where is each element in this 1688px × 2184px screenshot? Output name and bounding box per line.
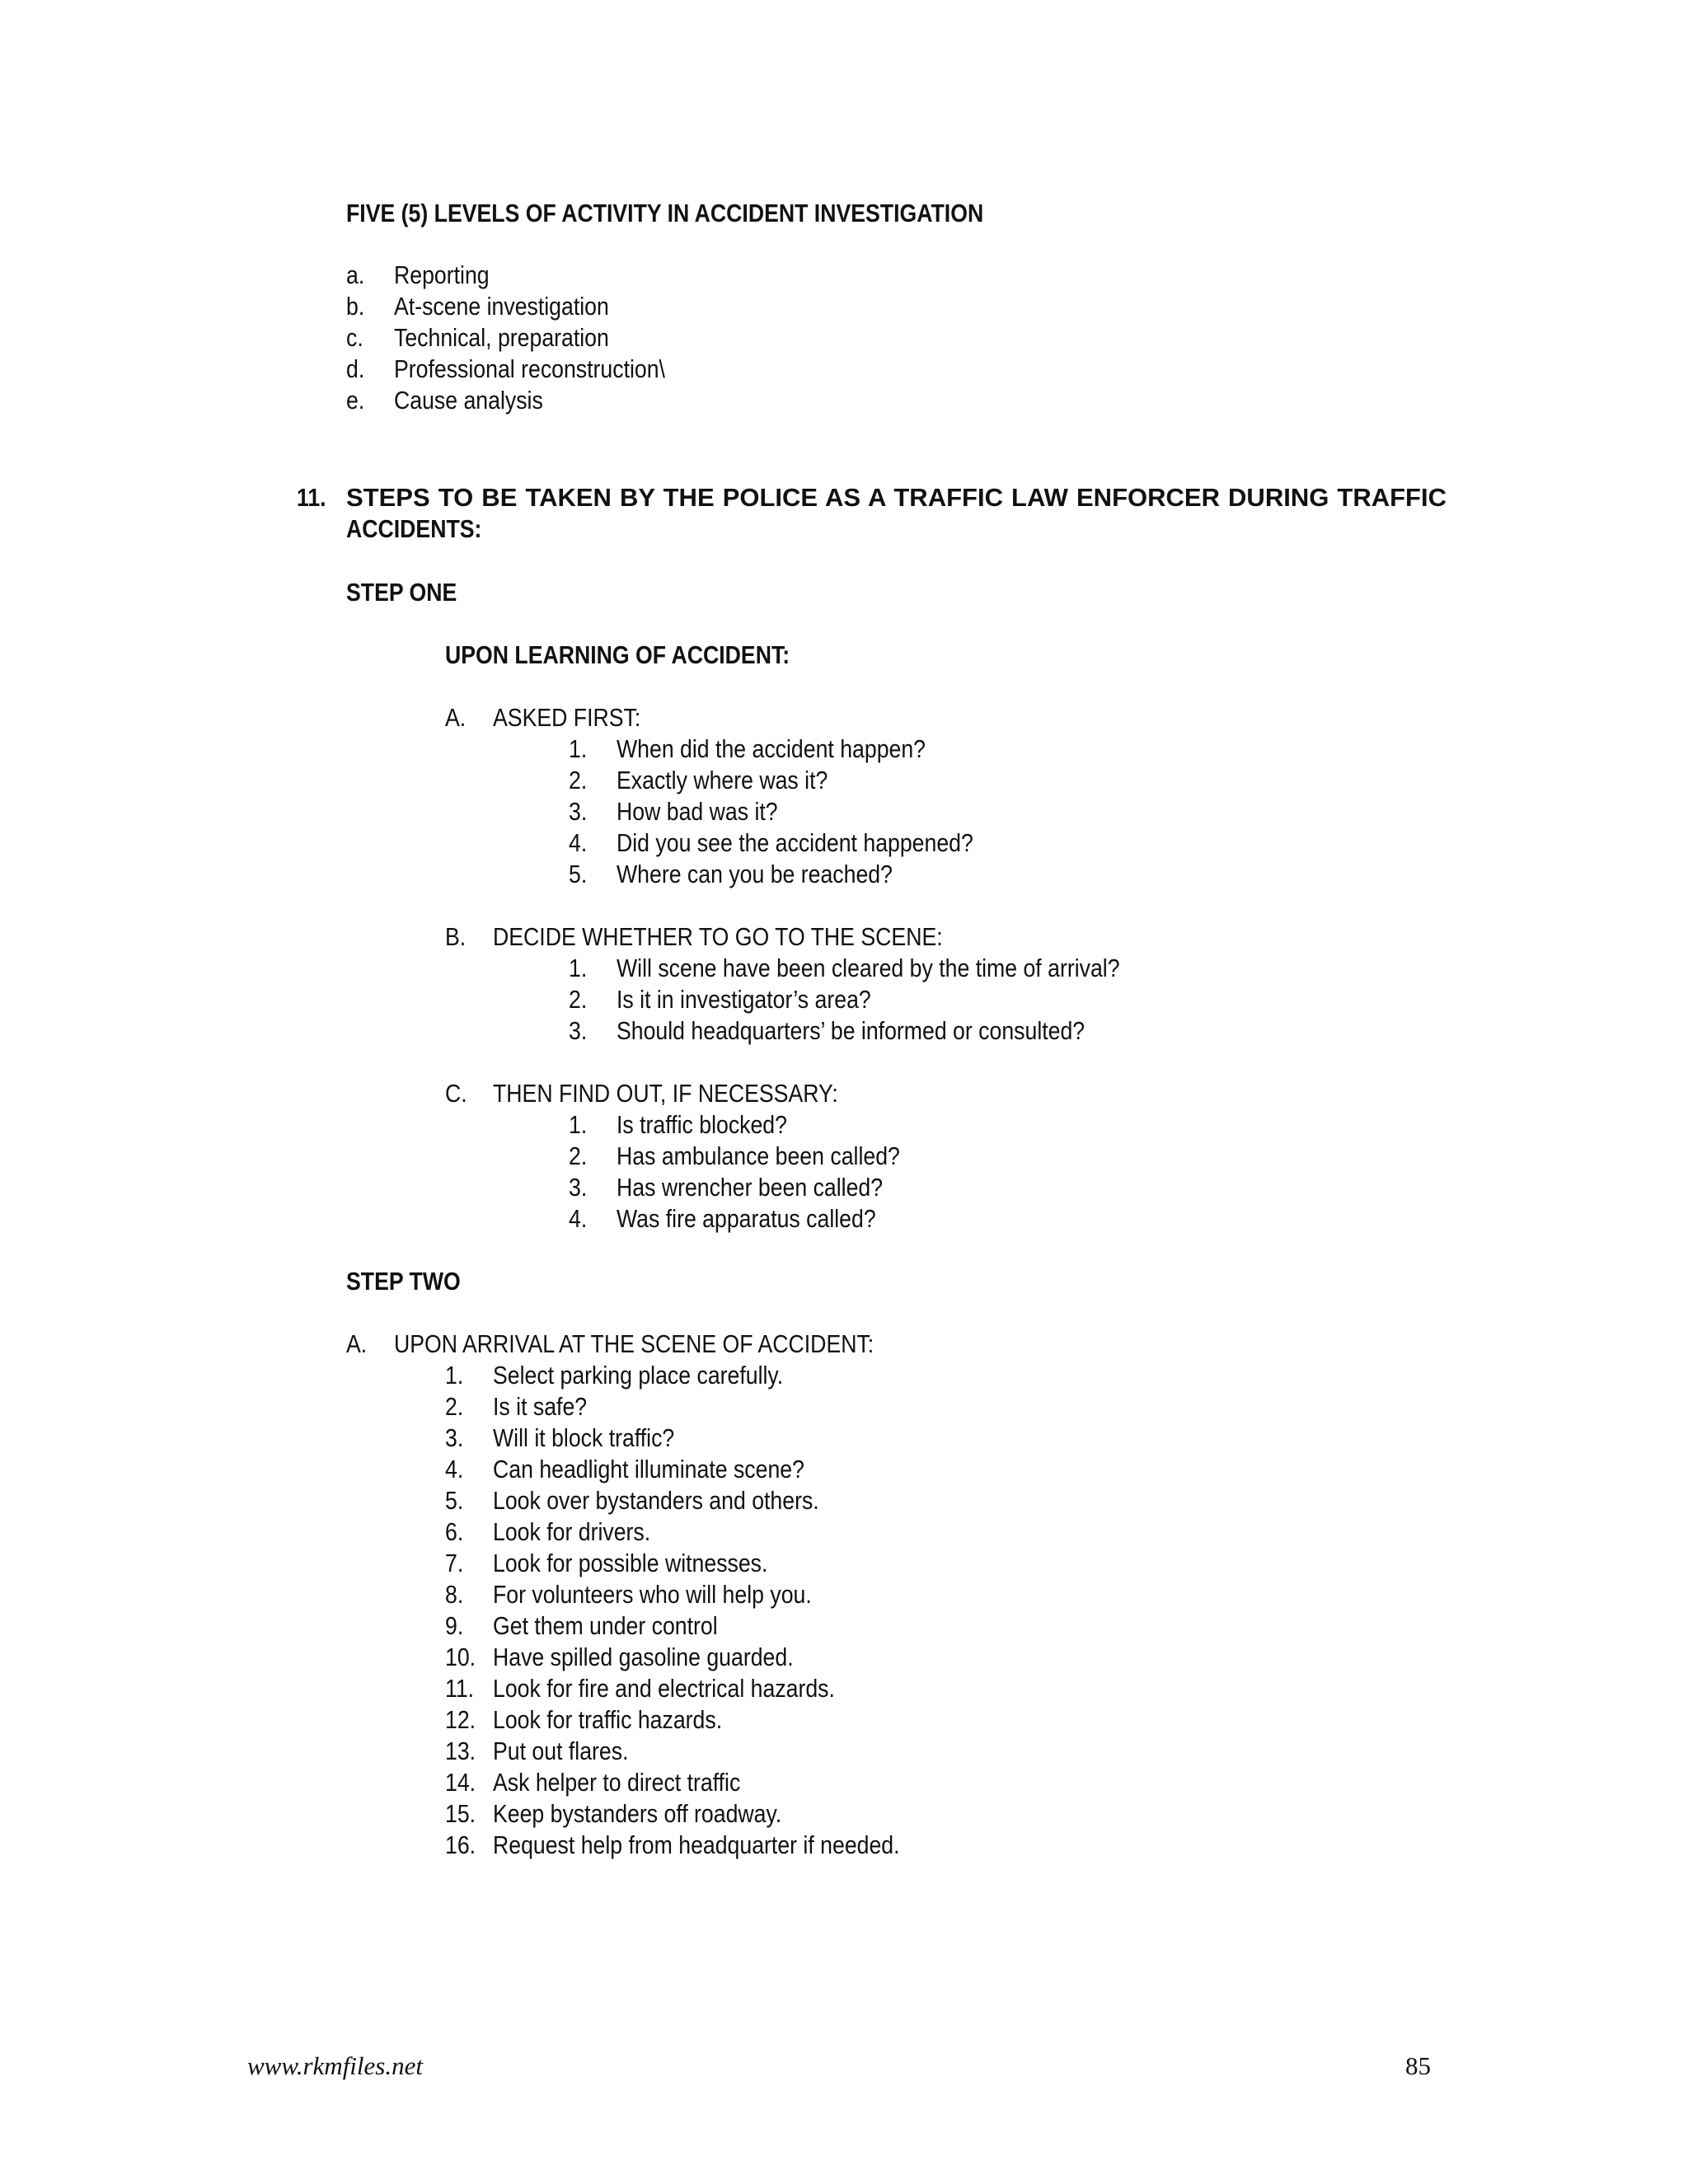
list-marker: 12. <box>445 1705 476 1734</box>
list-text: Have spilled gasoline guarded. <box>493 1643 794 1671</box>
list-text: When did the accident happen? <box>617 734 926 763</box>
step-two-title: STEP TWO <box>346 1267 461 1296</box>
list-text: Exactly where was it? <box>617 766 828 794</box>
list-text: At-scene investigation <box>394 292 609 321</box>
page-number: 85 <box>1405 2051 1431 2080</box>
list-marker: 13. <box>445 1736 476 1765</box>
list-text: Look for possible witnesses. <box>493 1549 768 1577</box>
list-marker: 2. <box>445 1392 464 1421</box>
list-text: Ask helper to direct traffic <box>493 1768 741 1797</box>
list-marker: 11. <box>445 1674 475 1703</box>
step-one-title: STEP ONE <box>346 578 457 607</box>
list-marker: e. <box>346 386 365 415</box>
list-text: How bad was it? <box>617 797 778 826</box>
list-marker: 3. <box>569 797 588 826</box>
list-text: Was fire apparatus called? <box>617 1204 876 1233</box>
section-heading-line1: STEPS TO BE TAKEN BY THE POLICE AS A TRAFFIC LAW ENFORCER DURING TRAFFIC <box>346 483 1447 512</box>
group-title: UPON ARRIVAL AT THE SCENE OF ACCIDENT: <box>394 1329 874 1358</box>
list-text: Has ambulance been called? <box>617 1141 900 1170</box>
list-marker: 1. <box>445 1361 464 1390</box>
list-marker: 1. <box>569 1110 588 1139</box>
list-marker: 9. <box>445 1611 464 1640</box>
levels-heading: FIVE (5) LEVELS OF ACTIVITY IN ACCIDENT INVESTIGATION <box>346 199 984 227</box>
list-text: Look for traffic hazards. <box>493 1705 723 1734</box>
list-text: Will scene have been cleared by the time of arrival? <box>617 954 1120 982</box>
list-text: For volunteers who will help you. <box>493 1580 812 1609</box>
list-text: Reporting <box>394 260 490 289</box>
list-marker: a. <box>346 260 365 289</box>
group-marker: A. <box>346 1329 368 1358</box>
list-marker: 14. <box>445 1768 476 1797</box>
list-marker: 3. <box>569 1016 588 1045</box>
list-text: Look for fire and electrical hazards. <box>493 1674 835 1703</box>
list-marker: 3. <box>445 1423 464 1452</box>
list-text: Will it block traffic? <box>493 1423 675 1452</box>
list-marker: 16. <box>445 1830 476 1859</box>
step-one-subtitle: UPON LEARNING OF ACCIDENT: <box>445 640 790 669</box>
list-text: Select parking place carefully. <box>493 1361 784 1390</box>
list-text: Look for drivers. <box>493 1517 651 1546</box>
list-marker: 8. <box>445 1580 464 1609</box>
list-text: Is it in investigator’s area? <box>617 985 871 1014</box>
list-text: Has wrencher been called? <box>617 1173 884 1202</box>
list-text: Look over bystanders and others. <box>493 1486 819 1515</box>
list-text: Keep bystanders off roadway. <box>493 1799 782 1828</box>
list-marker: 10. <box>445 1643 476 1671</box>
list-text: Request help from headquarter if needed. <box>493 1830 900 1859</box>
list-marker: b. <box>346 292 365 321</box>
group-marker: B. <box>445 922 467 951</box>
list-text: Professional reconstruction\ <box>394 354 665 383</box>
list-marker: 1. <box>569 954 588 982</box>
list-text: Is traffic blocked? <box>617 1110 787 1139</box>
section-heading-line2: ACCIDENTS: <box>346 514 482 543</box>
list-marker: 2. <box>569 1141 588 1170</box>
list-marker: c. <box>346 323 363 352</box>
list-text: Did you see the accident happened? <box>617 828 973 857</box>
section-number: 11. <box>297 483 326 512</box>
group-title: DECIDE WHETHER TO GO TO THE SCENE: <box>493 922 943 951</box>
list-marker: 5. <box>445 1486 464 1515</box>
list-text: Technical, preparation <box>394 323 609 352</box>
list-marker: 4. <box>445 1455 464 1483</box>
list-marker: 4. <box>569 828 588 857</box>
list-text: Can headlight illuminate scene? <box>493 1455 804 1483</box>
list-text: Should headquarters’ be informed or consulted? <box>617 1016 1085 1045</box>
list-marker: 6. <box>445 1517 464 1546</box>
list-marker: 7. <box>445 1549 464 1577</box>
list-text: Is it safe? <box>493 1392 588 1421</box>
group-marker: C. <box>445 1079 467 1108</box>
list-text: Get them under control <box>493 1611 718 1640</box>
list-marker: 15. <box>445 1799 476 1828</box>
list-marker: 1. <box>569 734 588 763</box>
list-text: Cause analysis <box>394 386 543 415</box>
list-text: Put out flares. <box>493 1736 629 1765</box>
list-marker: 4. <box>569 1204 588 1233</box>
list-marker: 2. <box>569 985 588 1014</box>
group-title: THEN FIND OUT, IF NECESSARY: <box>493 1079 838 1108</box>
list-text: Where can you be reached? <box>617 860 893 888</box>
list-marker: d. <box>346 354 365 383</box>
list-marker: 2. <box>569 766 588 794</box>
footer-website-link[interactable]: www.rkmfiles.net <box>247 2051 423 2080</box>
list-marker: 5. <box>569 860 588 888</box>
group-title: ASKED FIRST: <box>493 703 641 732</box>
list-marker: 3. <box>569 1173 588 1202</box>
group-marker: A. <box>445 703 467 732</box>
